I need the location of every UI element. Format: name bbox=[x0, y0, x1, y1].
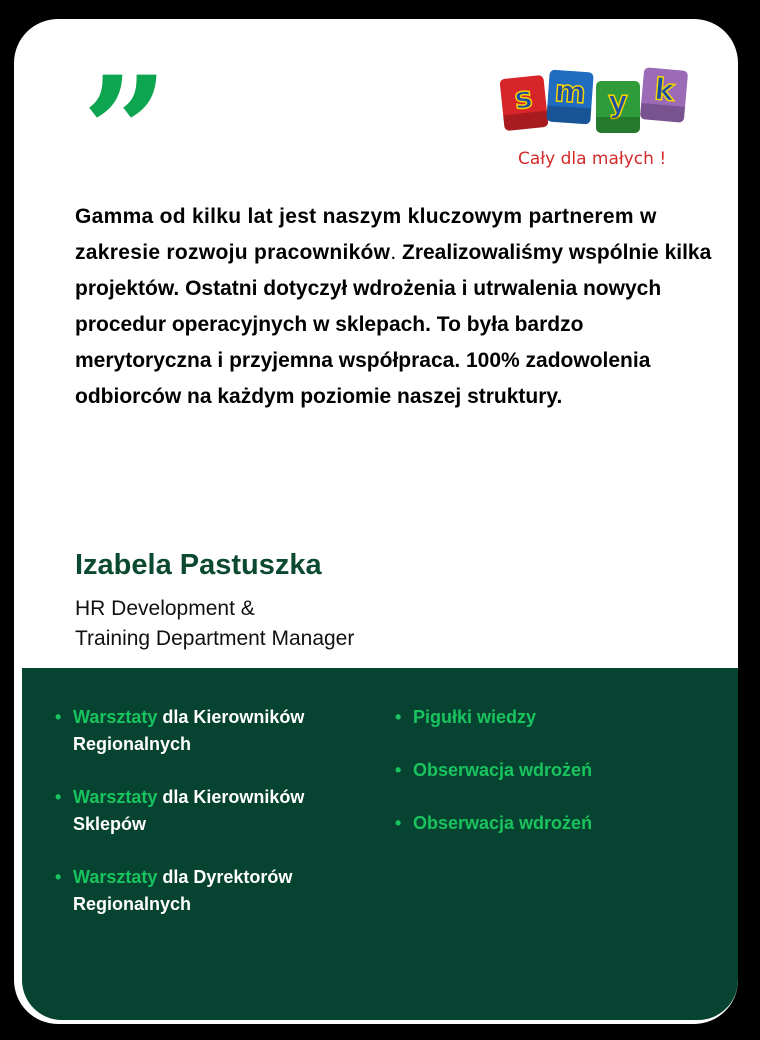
service-text: dla Kierowników Sklepów bbox=[73, 787, 305, 834]
closing-quote-icon: ” bbox=[82, 44, 159, 220]
service-text: dla Kierowników Regionalnych bbox=[73, 707, 305, 754]
service-accent: Warsztaty bbox=[73, 867, 158, 887]
service-accent: Pigułki wiedzy bbox=[413, 707, 537, 727]
service-text: dla Dyrektorów Regionalnych bbox=[73, 867, 293, 914]
logo-block-s: s bbox=[499, 75, 548, 131]
testimonial-body: Zrealizowaliśmy wspólnie kilka projektów. Ostatni dotyczył wdrożenia i utrwalenia nowych procedur operacyjnych w sklepach. To była bardzo merytoryczna i przyjemna współpraca. 100% zadowolenia odbiorców na każdym poziomie naszej struktury. bbox=[75, 241, 712, 408]
bullet-icon: • bbox=[55, 787, 62, 807]
logo-tagline: Cały dla małych ! bbox=[518, 149, 667, 169]
bullet-icon: • bbox=[395, 760, 402, 780]
testimonial-lead-punct: . bbox=[390, 241, 397, 264]
logo-block-y: y bbox=[596, 81, 640, 133]
author-name: Izabela Pastuszka bbox=[75, 549, 322, 581]
logo-block-m: m bbox=[546, 70, 594, 125]
bullet-icon: • bbox=[395, 813, 402, 833]
services-panel bbox=[22, 668, 738, 1020]
testimonial-card bbox=[14, 19, 738, 1024]
bullet-icon: • bbox=[395, 707, 402, 727]
service-item bbox=[392, 757, 712, 784]
author-role-line1: HR Development & bbox=[75, 597, 255, 620]
service-accent: Obserwacja wdrożeń bbox=[413, 813, 593, 833]
service-accent: Warsztaty bbox=[73, 787, 158, 807]
services-list-right bbox=[392, 704, 712, 863]
service-accent: Warsztaty bbox=[73, 707, 158, 727]
logo-blocks bbox=[500, 61, 690, 141]
bullet-icon: • bbox=[55, 867, 62, 887]
service-item bbox=[52, 704, 372, 758]
author-role bbox=[75, 594, 354, 654]
testimonial-text bbox=[75, 199, 715, 415]
service-item bbox=[52, 784, 372, 838]
bullet-icon: • bbox=[55, 707, 62, 727]
smyk-logo bbox=[500, 61, 690, 181]
service-item bbox=[392, 810, 712, 837]
logo-block-k: k bbox=[640, 67, 688, 123]
service-accent: Obserwacja wdrożeń bbox=[413, 760, 593, 780]
author-role-line2: Training Department Manager bbox=[75, 627, 355, 650]
service-item bbox=[52, 864, 372, 918]
testimonial-lead: Gamma od kilku lat jest naszym kluczowym partnerem w zakresie rozwoju pracowników bbox=[75, 205, 657, 264]
services-list-left bbox=[52, 704, 372, 944]
service-item bbox=[392, 704, 712, 731]
